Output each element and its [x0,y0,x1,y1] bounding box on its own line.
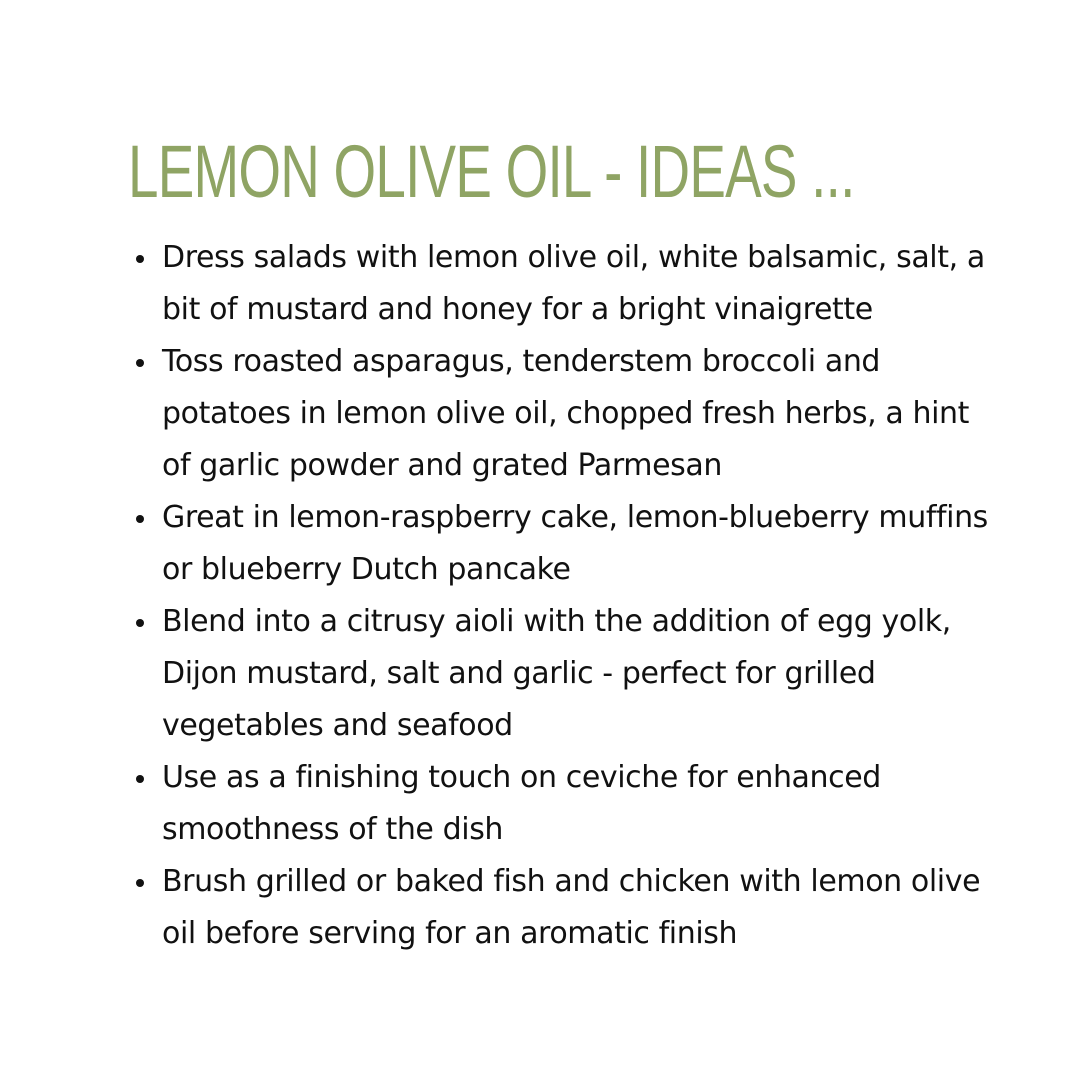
list-item [128,232,988,336]
idea-text: Toss roasted asparagus, tenderstem broccoli and potatoes in lemon olive oil, chopped fresh herbs, a hint of garlic powder and grated Parmesan [162,344,970,483]
bullet-icon [136,775,144,783]
idea-text: Blend into a citrusy aioli with the addition of egg yolk, Dijon mustard, salt and garlic - perfect for grilled vegetables and seafood [162,604,951,743]
bullet-icon [136,255,144,263]
idea-text: Use as a finishing touch on ceviche for enhanced smoothness of the dish [162,760,881,847]
idea-text: Brush grilled or baked fish and chicken with lemon olive oil before serving for an aromatic finish [162,864,981,951]
list-item [128,492,988,596]
list-item [128,596,988,752]
list-item [128,856,988,960]
bullet-icon [136,359,144,367]
bullet-icon [136,619,144,627]
idea-text: Great in lemon-raspberry cake, lemon-blueberry muffins or blueberry Dutch pancake [162,500,988,587]
idea-text: Dress salads with lemon olive oil, white balsamic, salt, a bit of mustard and honey for a bright vinaigrette [162,240,985,327]
page-title: LEMON OLIVE OIL - IDEAS ... [128,130,855,213]
bullet-icon [136,515,144,523]
list-item [128,752,988,856]
ideas-list [128,232,988,960]
bullet-icon [136,879,144,887]
list-item [128,336,988,492]
